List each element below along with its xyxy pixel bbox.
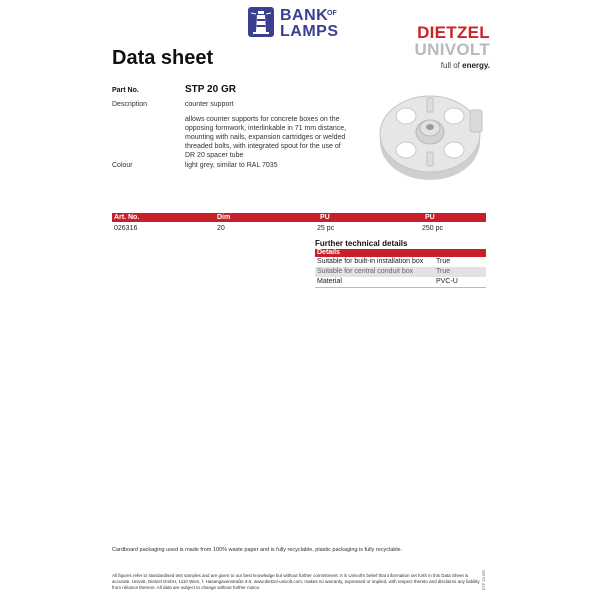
details-row [315,277,486,288]
part-number-label: Part No. [112,87,139,94]
header-pu-2: PU [425,214,435,221]
logo-tagline [441,61,490,71]
page-title: Data sheet [112,47,214,69]
details-row [315,267,486,277]
product-details-text: allows counter supports for concrete boxes on the opposing formwork, interlinkable in 71 mm distance, mounting with nails, expansion cartridges or welded threaded bolts, with integrated spout for the use of DR 20 spacer tube [185,116,347,159]
details-value: True [436,268,451,275]
article-table-header [112,213,486,222]
bank-of-lamps-logo [248,7,352,39]
tagline-regular: full of [440,61,463,70]
logo-text-of: OF [327,10,337,17]
header-art-no: Art. No. [114,214,140,221]
header-dim: Dim [217,214,231,221]
description-label: Description [112,101,148,108]
tagline-bold: energy. [462,61,490,70]
details-value: PVC-U [436,278,458,285]
details-header-label: Details [317,249,340,256]
logo-text-lamps: LAMPS [280,23,339,40]
cell-dim: 20 [217,225,225,232]
packaging-note: Cardboard packaging used is made from 100% waste paper and is fully recyclable, plastic packaging is fully recyclable. [112,547,403,553]
details-value: True [436,258,451,265]
cell-art-no: 026316 [114,225,138,232]
logo-text-bank: BANK [280,7,329,24]
logo-text-univolt: UNIVOLT [414,40,490,59]
product-image [374,80,486,184]
colour-value: light grey, similar to RAL 7035 [185,162,278,169]
details-row [315,257,486,267]
cell-pu-2: 250 pc [422,225,444,232]
part-number-value: STP 20 GR [185,84,236,95]
details-key: Suitable for built-in installation box [317,258,424,265]
dietzel-univolt-logo [400,24,490,72]
details-key: Suitable for central conduit box [317,268,414,275]
logo-text-dietzel: DIETZEL [417,23,490,42]
side-document-code: STP 20 GR [481,570,486,591]
header-pu-1: PU [320,214,330,221]
further-details-title: Further technical details [315,239,408,248]
description-value: counter support [185,101,234,108]
disclaimer-text: All figures refer to standardised test samples and are given to our best knowledge but without further commitment. It is Univolt's belief that information set forth in this Data Sheet is accurate. Univolt, Dietzel GmbH, 1110 Wien, f. Hasangavenstraße 3-5, www.dietzel-univolt.com, makes no warranty, expressed or implied, with respect thereto and disclaims any liability from reliance thereon. All data are subject to change without further notice. [112,573,480,590]
lighthouse-icon [248,7,274,37]
cell-pu-1: 25 pc [317,225,335,232]
further-details-header [315,249,486,257]
colour-label: Colour [112,162,133,169]
details-key: Material [317,278,342,285]
